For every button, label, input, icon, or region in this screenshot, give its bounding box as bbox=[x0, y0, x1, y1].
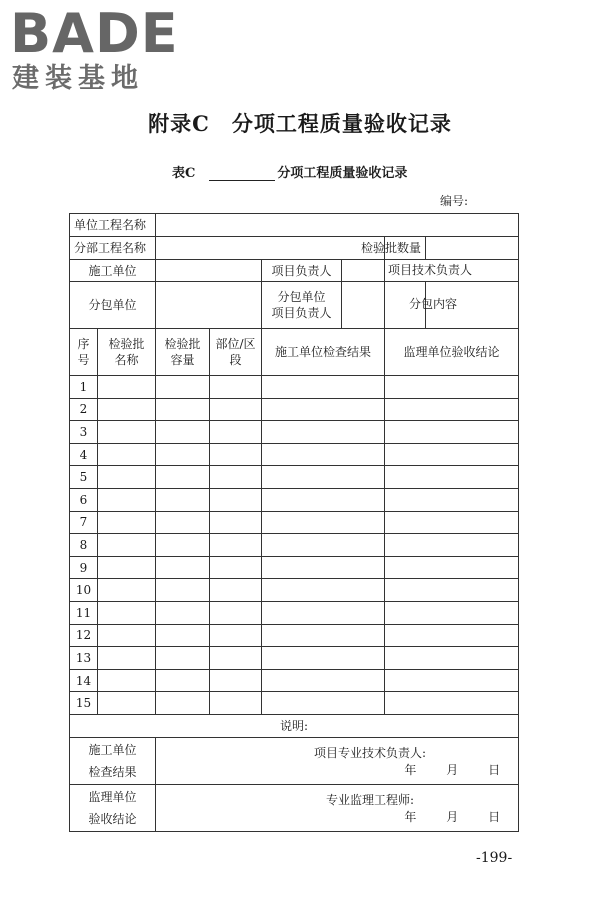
label-batch-count: 检验批数量 bbox=[385, 237, 426, 260]
construction-day-label: 日 bbox=[488, 762, 501, 777]
label-construction-unit: 施工单位 bbox=[70, 260, 156, 282]
cell-location[interactable] bbox=[210, 534, 262, 557]
cell-construction-result[interactable] bbox=[262, 511, 385, 534]
supervision-year-label: 年 bbox=[404, 809, 417, 824]
table-row bbox=[70, 398, 519, 421]
table-caption-suffix: 分项工程质量验收记录 bbox=[277, 166, 408, 181]
cell-batch-capacity[interactable] bbox=[156, 534, 210, 557]
cell-supervision-conclusion[interactable] bbox=[385, 376, 519, 399]
row-number: 11 bbox=[70, 601, 98, 624]
col-header-construction-result: 施工单位检查结果 bbox=[262, 329, 385, 376]
note-label: 说明: bbox=[70, 714, 519, 737]
row-number: 5 bbox=[70, 466, 98, 489]
table-row bbox=[70, 669, 519, 692]
cell-supervision-conclusion[interactable] bbox=[385, 647, 519, 670]
page-number: -199- bbox=[476, 850, 513, 866]
cell-batch-name[interactable] bbox=[98, 443, 156, 466]
label-subdivision: 分部工程名称 bbox=[70, 237, 156, 260]
cell-construction-result[interactable] bbox=[262, 624, 385, 647]
label-subcontractor: 分包单位 bbox=[70, 282, 156, 329]
table-row bbox=[70, 624, 519, 647]
cell-batch-capacity[interactable] bbox=[156, 579, 210, 602]
cell-batch-capacity[interactable] bbox=[156, 511, 210, 534]
col-header-supervision-conclusion: 监理单位验收结论 bbox=[385, 329, 519, 376]
row-number: 10 bbox=[70, 579, 98, 602]
value-unit-project[interactable] bbox=[156, 214, 519, 237]
cell-location[interactable] bbox=[210, 624, 262, 647]
row-number: 14 bbox=[70, 669, 98, 692]
table-row bbox=[70, 692, 519, 715]
cell-batch-capacity[interactable] bbox=[156, 647, 210, 670]
quality-acceptance-table bbox=[69, 213, 519, 832]
col-header-batch-capacity bbox=[156, 329, 210, 376]
row-number: 2 bbox=[70, 398, 98, 421]
label-unit-project: 单位工程名称 bbox=[70, 214, 156, 237]
page-title: 附录C 分项工程质量验收记录 bbox=[148, 111, 452, 136]
cell-construction-result[interactable] bbox=[262, 466, 385, 489]
cell-supervision-conclusion[interactable] bbox=[385, 488, 519, 511]
supervision-month-label: 月 bbox=[446, 809, 459, 824]
row-number: 3 bbox=[70, 421, 98, 444]
cell-location[interactable] bbox=[210, 692, 262, 715]
cell-batch-capacity[interactable] bbox=[156, 692, 210, 715]
col-location-line-1: 部位/区 bbox=[215, 337, 256, 351]
cell-batch-capacity[interactable] bbox=[156, 556, 210, 579]
col-batch-cap-line-2: 容量 bbox=[170, 353, 195, 367]
cell-batch-capacity[interactable] bbox=[156, 376, 210, 399]
cell-supervision-conclusion[interactable] bbox=[385, 579, 519, 602]
cell-construction-result[interactable] bbox=[262, 398, 385, 421]
cell-construction-result[interactable] bbox=[262, 421, 385, 444]
cell-construction-result[interactable] bbox=[262, 669, 385, 692]
cell-batch-name[interactable] bbox=[98, 601, 156, 624]
construction-result-line-1: 施工单位 bbox=[88, 742, 137, 757]
supervision-conclusion-label bbox=[70, 784, 156, 831]
cell-location[interactable] bbox=[210, 443, 262, 466]
cell-location[interactable] bbox=[210, 579, 262, 602]
bade-logo bbox=[8, 4, 188, 94]
cell-batch-name[interactable] bbox=[98, 647, 156, 670]
cell-supervision-conclusion[interactable] bbox=[385, 669, 519, 692]
cell-batch-name[interactable] bbox=[98, 398, 156, 421]
cell-batch-name[interactable] bbox=[98, 579, 156, 602]
cell-construction-result[interactable] bbox=[262, 647, 385, 670]
cell-batch-capacity[interactable] bbox=[156, 488, 210, 511]
table-caption bbox=[172, 162, 407, 181]
row-number: 9 bbox=[70, 556, 98, 579]
construction-sign-area[interactable] bbox=[156, 737, 519, 784]
cell-supervision-conclusion[interactable] bbox=[385, 421, 519, 444]
cell-batch-capacity[interactable] bbox=[156, 443, 210, 466]
row-number: 4 bbox=[70, 443, 98, 466]
label-tech-manager: 项目技术负责人 bbox=[385, 260, 519, 282]
cell-location[interactable] bbox=[210, 466, 262, 489]
table-row bbox=[70, 647, 519, 670]
col-batch-cap-line-1: 检验批 bbox=[164, 337, 201, 351]
row-number: 6 bbox=[70, 488, 98, 511]
cell-supervision-conclusion[interactable] bbox=[385, 534, 519, 557]
row-number: 8 bbox=[70, 534, 98, 557]
supervision-conclusion-line-2: 验收结论 bbox=[88, 811, 137, 826]
supervision-sign-area[interactable] bbox=[156, 784, 519, 831]
cell-construction-result[interactable] bbox=[262, 443, 385, 466]
col-no-line-2: 号 bbox=[77, 353, 90, 367]
row-number: 1 bbox=[70, 376, 98, 399]
value-construction-unit[interactable] bbox=[156, 260, 262, 282]
value-subcontractor[interactable] bbox=[156, 282, 262, 329]
table-row bbox=[70, 376, 519, 399]
table-row bbox=[70, 421, 519, 444]
cell-location[interactable] bbox=[210, 556, 262, 579]
cell-batch-name[interactable] bbox=[98, 511, 156, 534]
cell-batch-capacity[interactable] bbox=[156, 601, 210, 624]
supervision-signer-label: 专业监理工程师: bbox=[326, 792, 415, 807]
table-caption-prefix: 表C bbox=[172, 166, 196, 181]
cell-batch-name[interactable] bbox=[98, 692, 156, 715]
label-project-manager: 项目负责人 bbox=[262, 260, 342, 282]
code-label: 编号: bbox=[440, 194, 469, 208]
cell-batch-capacity[interactable] bbox=[156, 466, 210, 489]
sub-manager-line-2: 项目负责人 bbox=[271, 306, 332, 320]
cell-supervision-conclusion[interactable] bbox=[385, 511, 519, 534]
cell-batch-name[interactable] bbox=[98, 421, 156, 444]
value-subdivision[interactable] bbox=[156, 237, 385, 260]
supervision-day-label: 日 bbox=[488, 809, 501, 824]
construction-signer-label: 项目专业技术负责人: bbox=[314, 745, 427, 760]
label-sub-content: 分包内容 bbox=[385, 282, 426, 329]
table-row bbox=[70, 511, 519, 534]
cell-location[interactable] bbox=[210, 669, 262, 692]
cell-batch-name[interactable] bbox=[98, 488, 156, 511]
cell-location[interactable] bbox=[210, 488, 262, 511]
cell-batch-capacity[interactable] bbox=[156, 398, 210, 421]
cell-construction-result[interactable] bbox=[262, 534, 385, 557]
construction-month-label: 月 bbox=[446, 762, 459, 777]
cell-location[interactable] bbox=[210, 376, 262, 399]
cell-construction-result[interactable] bbox=[262, 601, 385, 624]
value-project-manager[interactable] bbox=[342, 260, 385, 282]
value-batch-count[interactable] bbox=[426, 237, 519, 260]
cell-construction-result[interactable] bbox=[262, 376, 385, 399]
col-batch-name-line-1: 检验批 bbox=[108, 337, 145, 351]
table-row bbox=[70, 488, 519, 511]
cell-batch-capacity[interactable] bbox=[156, 421, 210, 444]
label-sub-manager bbox=[262, 282, 342, 329]
value-sub-manager[interactable] bbox=[342, 282, 385, 329]
row-number: 13 bbox=[70, 647, 98, 670]
col-header-no bbox=[70, 329, 98, 376]
supervision-conclusion-line-1: 监理单位 bbox=[88, 789, 137, 804]
table-row bbox=[70, 534, 519, 557]
cell-supervision-conclusion[interactable] bbox=[385, 624, 519, 647]
col-batch-name-line-2: 名称 bbox=[114, 353, 139, 367]
col-header-batch-name bbox=[98, 329, 156, 376]
supervision-date bbox=[382, 809, 500, 825]
construction-year-label: 年 bbox=[404, 762, 417, 777]
data-rows bbox=[70, 376, 519, 715]
cell-batch-name[interactable] bbox=[98, 466, 156, 489]
cell-supervision-conclusion[interactable] bbox=[385, 443, 519, 466]
cell-supervision-conclusion[interactable] bbox=[385, 692, 519, 715]
table-row bbox=[70, 466, 519, 489]
col-location-line-2: 段 bbox=[229, 353, 242, 367]
cell-batch-capacity[interactable] bbox=[156, 669, 210, 692]
col-no-line-1: 序 bbox=[77, 337, 90, 351]
construction-result-line-2: 检查结果 bbox=[88, 764, 137, 779]
cell-construction-result[interactable] bbox=[262, 579, 385, 602]
row-number: 12 bbox=[70, 624, 98, 647]
row-number: 7 bbox=[70, 511, 98, 534]
table-row bbox=[70, 443, 519, 466]
row-number: 15 bbox=[70, 692, 98, 715]
cell-location[interactable] bbox=[210, 511, 262, 534]
construction-result-label bbox=[70, 737, 156, 784]
sub-manager-line-1: 分包单位 bbox=[277, 290, 326, 304]
cell-supervision-conclusion[interactable] bbox=[385, 466, 519, 489]
cell-location[interactable] bbox=[210, 601, 262, 624]
cell-supervision-conclusion[interactable] bbox=[385, 601, 519, 624]
cell-batch-name[interactable] bbox=[98, 556, 156, 579]
logo-subtitle: 建装基地 bbox=[12, 63, 144, 94]
cell-batch-name[interactable] bbox=[98, 376, 156, 399]
cell-supervision-conclusion[interactable] bbox=[385, 398, 519, 421]
cell-construction-result[interactable] bbox=[262, 692, 385, 715]
cell-batch-name[interactable] bbox=[98, 624, 156, 647]
cell-construction-result[interactable] bbox=[262, 556, 385, 579]
cell-batch-capacity[interactable] bbox=[156, 624, 210, 647]
table-row bbox=[70, 579, 519, 602]
cell-supervision-conclusion[interactable] bbox=[385, 556, 519, 579]
table-row bbox=[70, 601, 519, 624]
cell-location[interactable] bbox=[210, 647, 262, 670]
table-row bbox=[70, 556, 519, 579]
cell-construction-result[interactable] bbox=[262, 488, 385, 511]
cell-batch-name[interactable] bbox=[98, 669, 156, 692]
cell-location[interactable] bbox=[210, 421, 262, 444]
cell-batch-name[interactable] bbox=[98, 534, 156, 557]
construction-date bbox=[382, 762, 500, 778]
caption-blank-line bbox=[209, 167, 275, 181]
col-header-location bbox=[210, 329, 262, 376]
cell-location[interactable] bbox=[210, 398, 262, 421]
logo-brand: BADE bbox=[10, 2, 179, 65]
